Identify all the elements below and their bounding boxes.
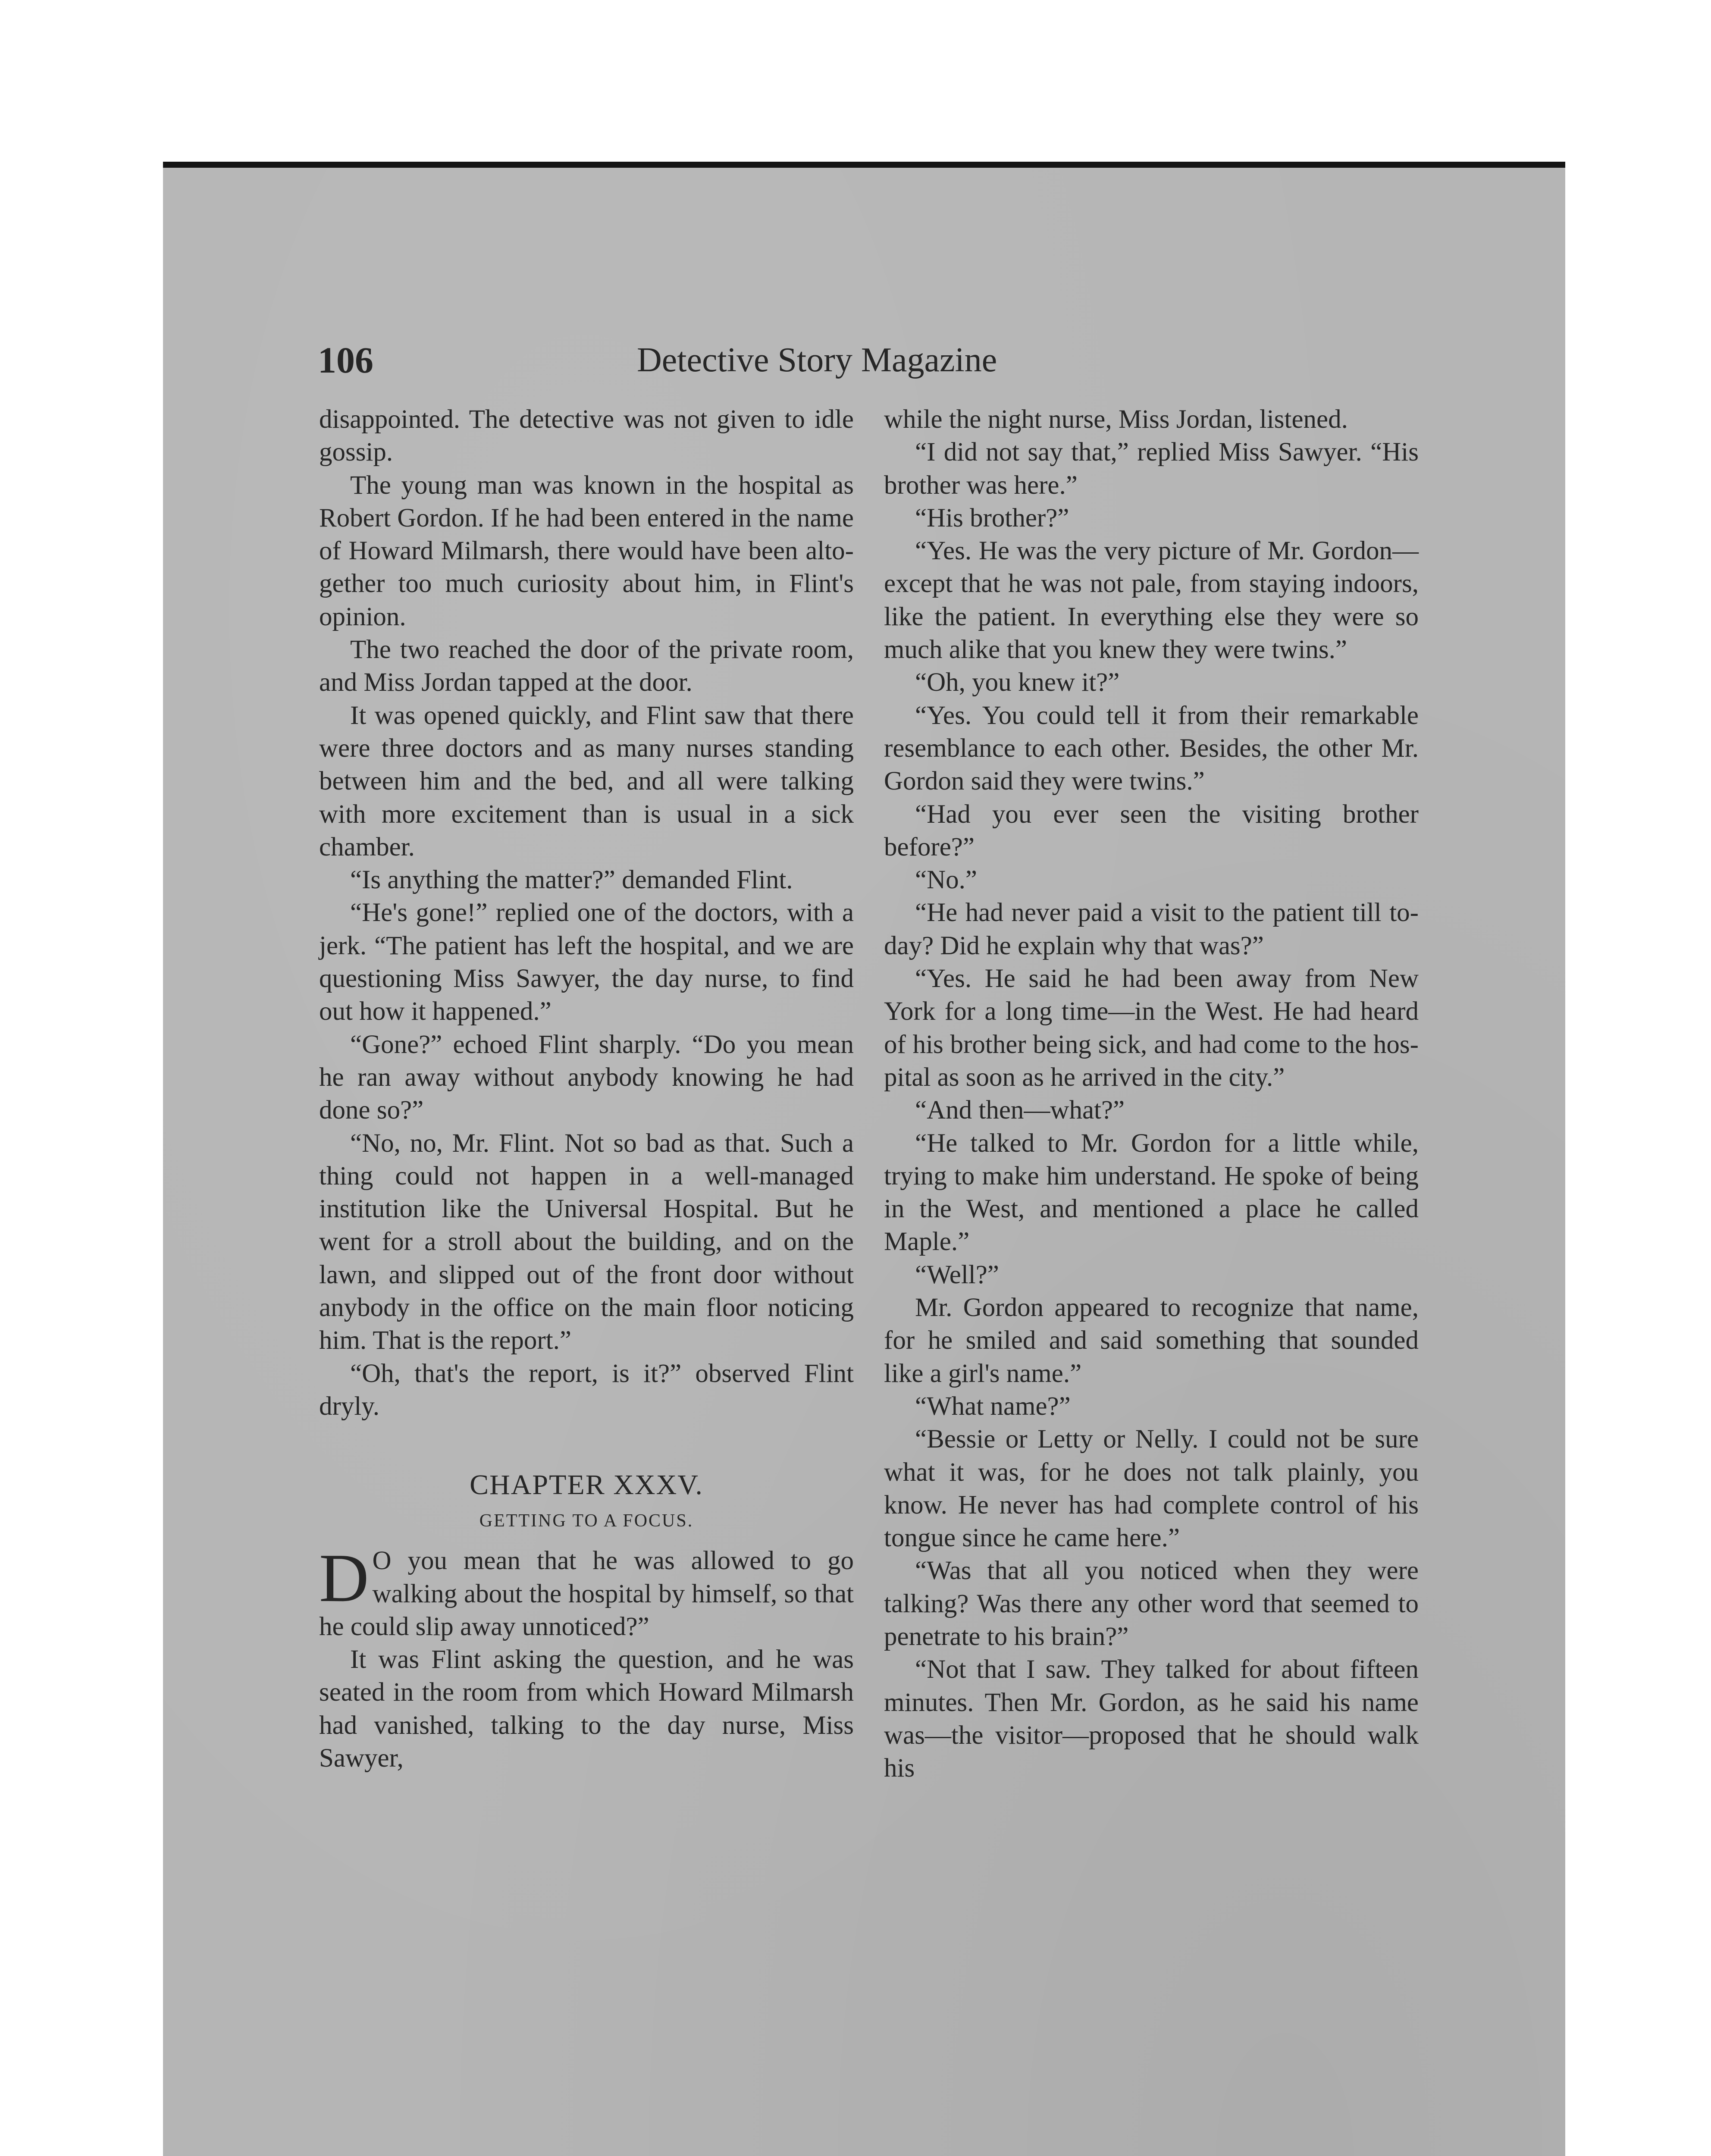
paragraph: “He talked to Mr. Gordon for a little while, trying to make him understand. He spoke of being in the West, and mentioned a place he called Maple.”	[884, 1128, 1419, 1257]
paragraph: “And then—what?”	[915, 1096, 1125, 1125]
paragraph: “Yes. You could tell it from their remarkable resemblance to each other. Besides, the other Mr. Gordon said they were twins.”	[884, 701, 1419, 796]
paragraph: “No.”	[915, 865, 977, 895]
drop-cap-continuation: O	[372, 1546, 392, 1576]
paragraph: “Oh, that's the report, is it?” observed Flint dryly.	[319, 1359, 854, 1421]
paragraph: “Oh, you knew it?”	[915, 668, 1120, 697]
paragraph: It was Flint asking the question, and he was seated in the room from which Howard Milmarsh had vanished, talking to the day nurse, Miss Sawyer,	[319, 1645, 854, 1773]
chapter-spacer	[319, 1423, 854, 1464]
right-column	[884, 403, 1419, 1785]
paragraph: “Is anything the matter?” demanded Flint.	[350, 865, 793, 895]
right-column-paragraphs	[884, 403, 1419, 1785]
paragraph: “I did not say that,” replied Miss Sawyer. “His brother was here.”	[884, 438, 1419, 500]
paragraph: “Gone?” echoed Flint sharply. “Do you mean he ran away without anybody knowing he had done so?”	[319, 1030, 854, 1125]
paragraph: Mr. Gordon appeared to recognize that name, for he smiled and said something that sounded like a girl's name.”	[884, 1293, 1419, 1388]
running-title: Detective Story Magazine	[637, 341, 997, 379]
paragraph: “Bessie or Letty or Nelly. I could not be sure what it was, for he does not talk plainly, you know. He never has had complete control of his tongue since he came here.”	[884, 1425, 1419, 1553]
chapter-heading: CHAPTER XXXV.	[470, 1469, 703, 1501]
page-number: 106	[318, 339, 373, 381]
chapter-opening-text: you mean that he was allowed to go walking about the hospital by himself, so that he could slip away unnoticed?”	[319, 1546, 854, 1641]
paragraph: “Was that all you noticed when they were talking? Was there any other word that seemed to penetrate to his brain?”	[884, 1556, 1419, 1651]
chapter-subtitle: GETTING TO A FOCUS.	[479, 1511, 694, 1531]
page-header	[318, 336, 1077, 384]
paragraph: “Yes. He was the very picture of Mr. Gordon—except that he was not pale, from staying indoors, like the patient. In everything else they were so much alike that you knew they were twins.”	[884, 536, 1419, 664]
left-column	[319, 403, 854, 1775]
left-column-paragraphs-after	[319, 1643, 854, 1775]
paragraph: It was opened quickly, and Flint saw that there were three doctors and as many nurses standing between him and the bed, and all were talking with more excitement than is usual in a sick chamber.	[319, 701, 854, 862]
paragraph: “Well?”	[915, 1260, 999, 1289]
paragraph: disappointed. The detective was not given to idle gossip.	[319, 405, 854, 467]
paragraph: “No, no, Mr. Flint. Not so bad as that. Such a thing could not happen in a well-managed institution like the Universal Hospital. But he went for a stroll about the building, and on the lawn, and slipped out of the front door without anybody in the office on the main floor noticing him. That is the report.”	[319, 1128, 854, 1355]
paragraph: “He's gone!” replied one of the doctors, with a jerk. “The patient has left the hospital, and we are questioning Miss Sawyer, the day nurse, to find out how it happened.”	[319, 898, 854, 1026]
paragraph: “Not that I saw. They talked for about fifteen minutes. Then Mr. Gordon, as he said his name was—the visitor—proposed that he should walk his	[884, 1655, 1419, 1783]
paragraph: while the night nurse, Miss Jordan, listened.	[884, 405, 1348, 434]
paragraph: “He had never paid a visit to the patient till to-day? Did he explain why that was?”	[884, 898, 1419, 960]
paragraph: “Had you ever seen the visiting brother before?”	[884, 799, 1419, 862]
left-column-paragraphs	[319, 403, 854, 1423]
paragraph: “What name?”	[915, 1391, 1071, 1421]
drop-cap: D	[319, 1539, 369, 1617]
paragraph: The young man was known in the hospital as Robert Gordon. If he had been entered in the name of Howard Milmarsh, there would have been altogether too much curiosity about him, in Flint's opinion.	[319, 470, 854, 631]
paragraph: The two reached the door of the private room, and Miss Jordan tapped at the door.	[319, 635, 854, 697]
chapter-opening-paragraph	[319, 1539, 854, 1643]
paragraph: “His brother?”	[915, 503, 1069, 533]
paragraph: “Yes. He said he had been away from New York for a long time—in the West. He had heard of his brother being sick, and had come to the hospital as soon as he arrived in the city.”	[884, 964, 1419, 1092]
